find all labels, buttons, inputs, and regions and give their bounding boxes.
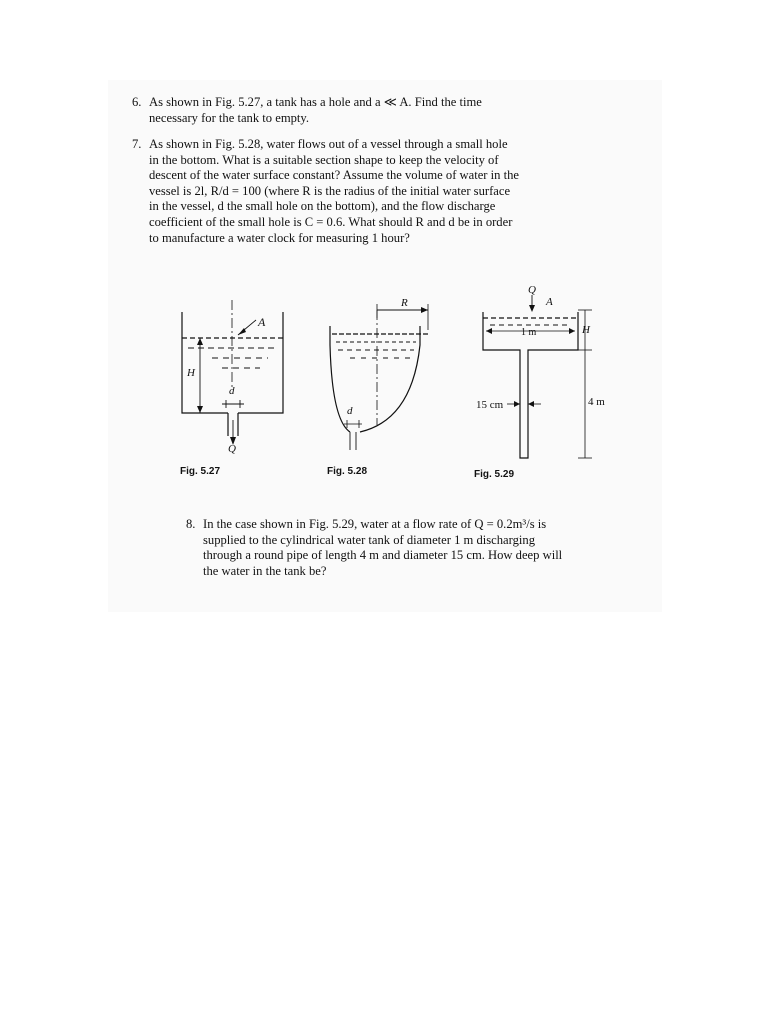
text-line: the water in the tank be? bbox=[203, 563, 327, 578]
fig529-label-A: A bbox=[546, 296, 553, 308]
problem-number: 7. bbox=[132, 137, 142, 151]
fig-5-28-diagram bbox=[330, 304, 428, 450]
fig527-label-H: H bbox=[187, 367, 195, 379]
fig529-label-H: H bbox=[582, 324, 590, 336]
problem-number: 6. bbox=[132, 95, 142, 109]
problem-number: 8. bbox=[186, 517, 196, 531]
text-line: coefficient of the small hole is C = 0.6. What should R and d be in order bbox=[149, 214, 513, 229]
fig527-label-A: A bbox=[258, 315, 266, 329]
fig529-label-15cm: 15 cm bbox=[476, 399, 504, 411]
text-line: necessary for the tank to empty. bbox=[149, 110, 310, 125]
text-line: supplied to the cylindrical water tank of diameter 1 m discharging bbox=[203, 532, 536, 547]
text-line: through a round pipe of length 4 m and diameter 15 cm. How deep will bbox=[203, 548, 563, 563]
text-line: to manufacture a water clock for measuring 1 hour? bbox=[149, 230, 410, 245]
fig527-label-d: d bbox=[229, 385, 235, 397]
fig527-caption: Fig. 5.27 bbox=[180, 466, 221, 477]
fig527-label-Q: Q bbox=[228, 443, 236, 455]
fig529-label-1m: 1 m bbox=[521, 327, 537, 338]
problem-8 bbox=[186, 517, 604, 579]
text-line: in the vessel, d the small hole on the bottom), and the flow discharge bbox=[149, 199, 496, 214]
fig528-label-d: d bbox=[347, 405, 353, 417]
fig-5-29-diagram bbox=[483, 295, 592, 458]
fig529-caption: Fig. 5.29 bbox=[474, 469, 515, 480]
text-line: vessel is 2l, R/d = 100 (where R is the radius of the initial water surface bbox=[149, 183, 511, 198]
fig528-label-R: R bbox=[401, 297, 408, 309]
text-line: As shown in Fig. 5.27, a tank has a hole and a ≪ A. Find the time bbox=[149, 95, 482, 109]
fig-5-27-diagram bbox=[182, 300, 283, 445]
text-line: in the bottom. What is a suitable section shape to keep the velocity of bbox=[149, 152, 499, 167]
fig528-caption: Fig. 5.28 bbox=[327, 466, 368, 477]
text-line: As shown in Fig. 5.28, water flows out of a vessel through a small hole bbox=[149, 137, 508, 151]
fig529-label-Q: Q bbox=[528, 284, 536, 296]
text-line: In the case shown in Fig. 5.29, water at a flow rate of Q = 0.2m³/s is bbox=[203, 517, 547, 531]
fig529-label-4m: 4 m bbox=[588, 396, 605, 408]
text-line: descent of the water surface constant? Assume the volume of water in the bbox=[149, 168, 519, 183]
problem-text bbox=[203, 517, 604, 579]
